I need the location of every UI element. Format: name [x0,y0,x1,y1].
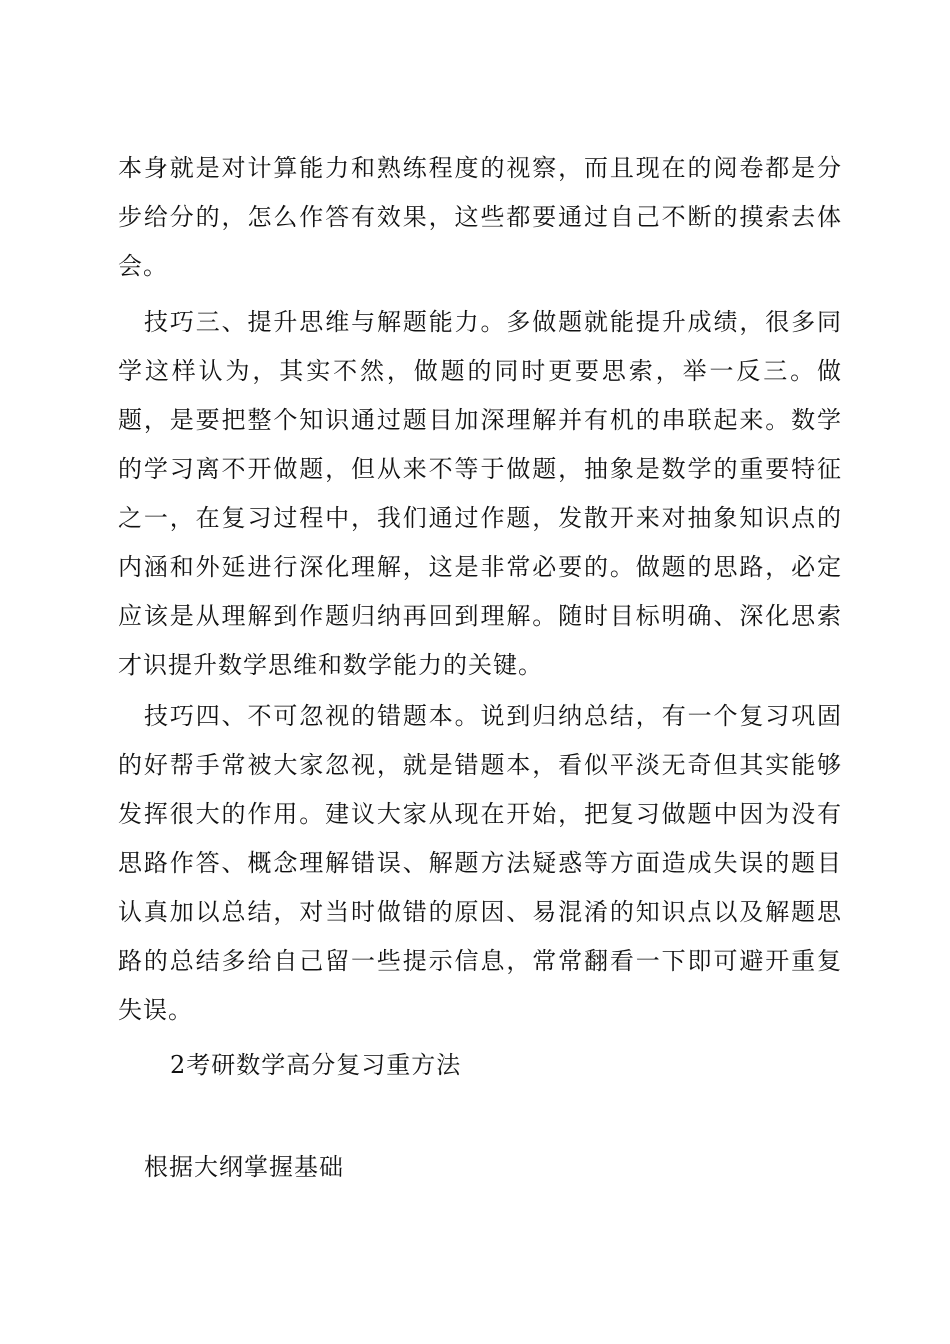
subheading: 根据大纲掌握基础 [144,1153,344,1181]
section-heading: 2考研数学高分复习重方法 [170,1051,462,1079]
paragraph-tip-four: 技巧四、不可忽视的错题本。说到归纳总结，有一个复习巩固的好帮手常被大家忽视，就是错题本，看似平淡无奇但其实能够发挥很大的作用。建议大家从现在开始，把复习做题中因为没有思路作答、概念理解错误、解题方法疑惑等方面造成失误的题目认真加以总结，对当时做错的原因、易混淆的知识点以及解题思路的总结多给自己留一些提示信息，常常翻看一下即可避开重复失误。 [118,702,842,1024]
paragraph-tip-three: 技巧三、提升思维与解题能力。多做题就能提升成绩，很多同学这样认为，其实不然，做题的同时更要思索，举一反三。做题，是要把整个知识通过题目加深理解并有机的串联起来。数学的学习离不开做题，但从来不等于做题，抽象是数学的重要特征之一，在复习过程中，我们通过作题，发散开来对抽象知识点的内涵和外延进行深化理解，这是非常必要的。做题的思路，必定应该是从理解到作题归纳再回到理解。随时目标明确、深化思索才识提升数学思维和数学能力的关键。 [118,308,842,679]
paragraph-calculation-ability: 本身就是对计算能力和熟练程度的视察，而且现在的阅卷都是分步给分的，怎么作答有效果，这些都要通过自己不断的摸索去体会。 [118,154,842,280]
